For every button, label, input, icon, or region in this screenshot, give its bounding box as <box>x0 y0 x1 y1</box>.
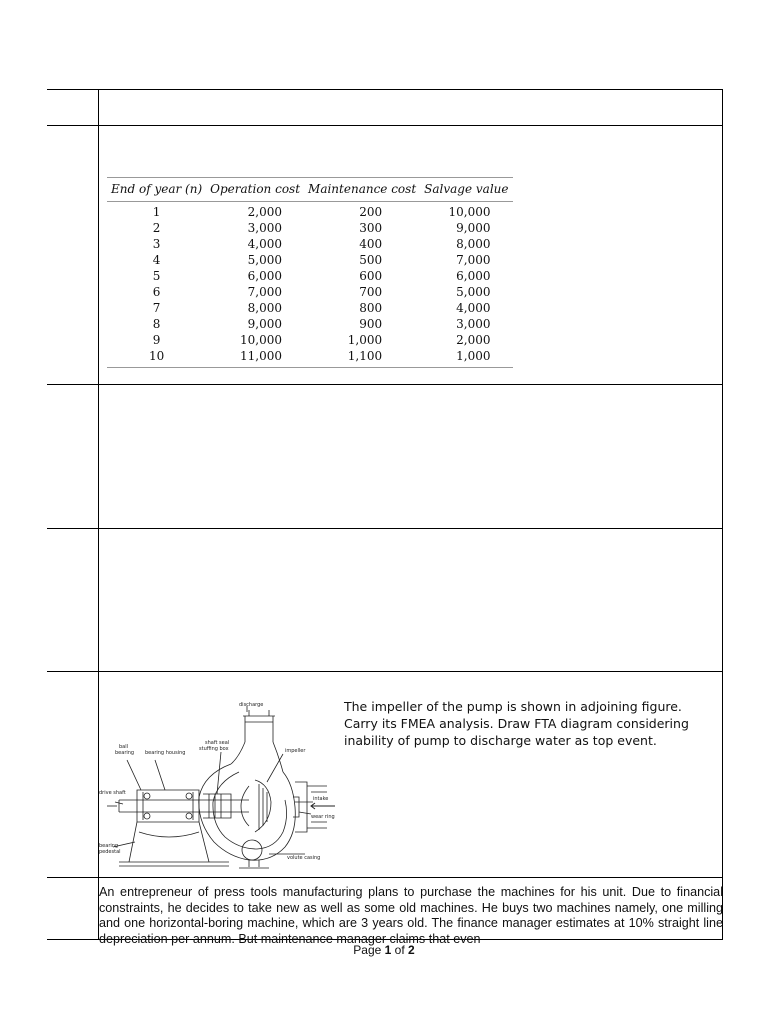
cell-operation-cost: 7,000 <box>247 285 283 299</box>
page-number: 1 <box>384 943 392 957</box>
table-row <box>107 348 513 368</box>
cell-salvage-value: 7,000 <box>456 253 491 267</box>
table-row <box>107 300 513 316</box>
cell-year: 4 <box>152 253 161 267</box>
cell-operation-cost: 3,000 <box>247 221 283 235</box>
table-row <box>47 671 723 877</box>
cell-maintenance-cost: 800 <box>359 301 383 315</box>
cell-year: 9 <box>152 333 161 347</box>
cell-salvage-value: 4,000 <box>456 301 491 315</box>
cell-salvage-value: 3,000 <box>456 317 491 331</box>
cell-operation-cost: 2,000 <box>247 205 283 219</box>
cell-salvage-value: 5,000 <box>456 285 491 299</box>
table-row <box>107 202 513 221</box>
cell-salvage-value: 6,000 <box>456 269 491 283</box>
question-body-cell <box>99 878 723 946</box>
question-number-cell <box>47 385 99 528</box>
cell-maintenance-cost: 300 <box>359 221 383 235</box>
page-footer <box>0 943 768 957</box>
table-row <box>47 384 723 528</box>
entrepreneur-question-text: An entrepreneur of press tools manufacturing plans to purchase the machines for his unit. Due to financial constraints, he decides to take new as well as some old machines. He buys two machines namely, one milling and one horizontal-boring machine, which are 3 years old. The finance manager estimates at 10% straight line depreciation per annum. But maintenance manager claims that even <box>99 885 723 946</box>
label-wear-ring: wear ring <box>311 814 335 820</box>
table-row <box>107 268 513 284</box>
cell-operation-cost: 6,000 <box>247 269 283 283</box>
question-body-cell <box>99 672 722 877</box>
cell-year: 2 <box>152 221 161 235</box>
cell-year: 6 <box>152 285 161 299</box>
header-operation-cost: Operation cost <box>206 178 304 202</box>
cell-year: 7 <box>152 301 161 315</box>
label-pedestal: pedestal <box>99 849 121 855</box>
cell-operation-cost: 4,000 <box>247 237 283 251</box>
label-drive-shaft: drive shaft <box>99 790 126 796</box>
page-total: 2 <box>408 943 415 957</box>
cell-salvage-value: 9,000 <box>456 221 491 235</box>
label-discharge: discharge <box>239 702 264 708</box>
header-year: End of year (n) <box>107 178 206 202</box>
cell-salvage-value: 1,000 <box>420 348 512 368</box>
header-maintenance-cost: Maintenance cost <box>304 178 420 202</box>
cell-maintenance-cost: 600 <box>359 269 383 283</box>
table-row <box>47 89 723 125</box>
cell-operation-cost: 10,000 <box>240 333 283 347</box>
cell-maintenance-cost: 1,000 <box>347 333 383 347</box>
cell-maintenance-cost: 200 <box>359 205 383 219</box>
cell-operation-cost: 8,000 <box>247 301 283 315</box>
cell-year: 8 <box>152 317 161 331</box>
label-bearing-housing: bearing housing <box>145 750 186 756</box>
cell-year: 3 <box>152 237 161 251</box>
pump-cross-section-figure <box>99 702 339 872</box>
question-body-cell <box>99 126 722 384</box>
label-stuffing-box: stuffing box <box>199 746 229 752</box>
cell-operation-cost: 9,000 <box>247 317 283 331</box>
question-number-cell <box>47 672 99 877</box>
cost-table-header-row <box>107 178 513 202</box>
cell-year: 5 <box>152 269 161 283</box>
cost-data-table <box>107 177 513 368</box>
table-row <box>107 220 513 236</box>
label-intake: intake <box>313 796 329 802</box>
page-label: Page <box>353 943 382 957</box>
label-bearing-2: bearing <box>99 843 119 849</box>
question-body-cell <box>99 90 722 125</box>
question-body-cell <box>99 385 722 528</box>
table-row <box>47 528 723 671</box>
pump-question-text: The impeller of the pump is shown in adjoining figure. Carry its FMEA analysis. Draw FTA diagram considering inability of pump to discharge water as top event. <box>344 699 689 748</box>
cell-maintenance-cost: 500 <box>359 253 383 267</box>
table-row <box>107 332 513 348</box>
cell-year: 10 <box>107 348 206 368</box>
label-ball: ball <box>119 744 129 750</box>
cell-maintenance-cost: 1,100 <box>304 348 420 368</box>
cell-operation-cost: 5,000 <box>247 253 283 267</box>
label-bearing: bearing <box>115 750 135 756</box>
cell-year: 1 <box>152 205 161 219</box>
label-impeller: impeller <box>285 748 306 754</box>
table-row <box>107 252 513 268</box>
table-row <box>107 236 513 252</box>
label-shaft-seal: shaft seal <box>205 740 230 746</box>
cell-salvage-value: 10,000 <box>448 205 491 219</box>
table-row <box>47 877 723 946</box>
question-number-cell <box>47 529 99 671</box>
table-row <box>107 316 513 332</box>
label-volute-casing: volute casing <box>287 855 321 861</box>
cell-operation-cost: 11,000 <box>206 348 304 368</box>
question-number-cell <box>47 90 99 125</box>
question-number-cell <box>47 878 99 939</box>
cell-salvage-value: 2,000 <box>456 333 491 347</box>
header-salvage-value: Salvage value <box>420 178 512 202</box>
cell-maintenance-cost: 900 <box>359 317 383 331</box>
question-number-cell <box>47 126 99 384</box>
question-body-cell <box>99 529 722 671</box>
table-row <box>107 284 513 300</box>
cell-salvage-value: 8,000 <box>456 237 491 251</box>
cell-maintenance-cost: 400 <box>359 237 383 251</box>
page-of-label: of <box>394 943 405 957</box>
cell-maintenance-cost: 700 <box>359 285 383 299</box>
table-row <box>47 125 723 384</box>
